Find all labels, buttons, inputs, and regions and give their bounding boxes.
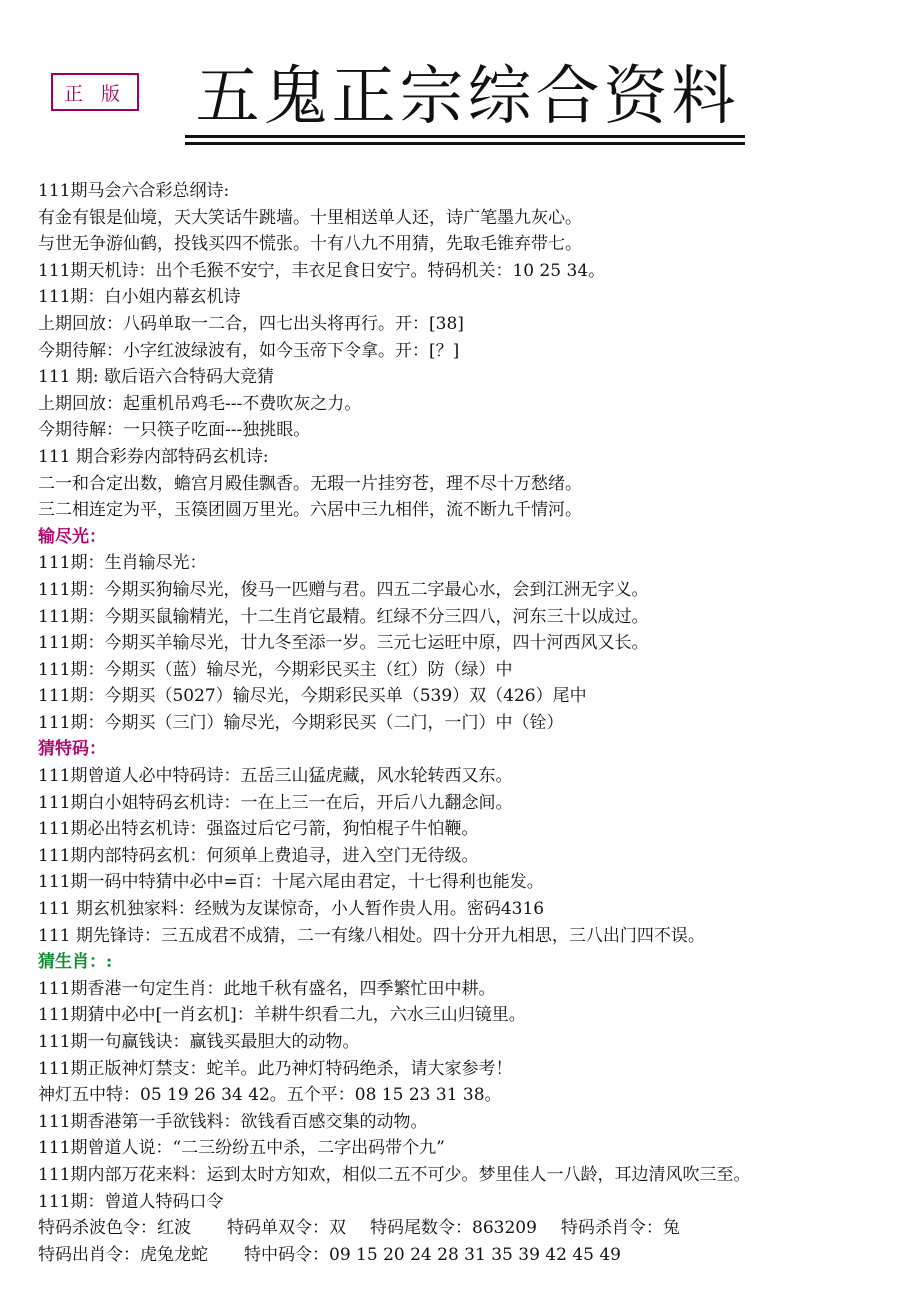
text-line: 111期马会六合彩总纲诗:: [38, 181, 230, 201]
text-line: 上期回放：八码单取一二合，四七出头将再行。开：[38]: [38, 313, 464, 334]
text-line: 二一和合定出数，蟾宫月殿佳飘香。无瑕一片挂穷苍，理不尽十万愁绪。: [38, 473, 582, 494]
code-item: 特码出肖令：虎兔龙蛇: [38, 1244, 208, 1265]
text-line: 111期：今期买鼠输精光，十二生肖它最精。红绿不分三四八，河东三十以成过。: [38, 606, 649, 627]
text-line: 神灯五中特：05 19 26 34 42。五个平：08 15 23 31 38。: [38, 1085, 502, 1106]
text-line: 111期：今期买（三门）输尽光，今期彩民买（二门，一门）中（铨）: [38, 712, 564, 733]
text-line: 111期：曾道人特码口令: [38, 1191, 224, 1212]
text-line: 有金有银是仙境，天大笑话牛跳墙。十里相送单人还，诗广笔墨九灰心。: [38, 207, 582, 228]
title-underline: [185, 135, 745, 138]
text-line: 111期一码中特猜中必中=百：十尾六尾由君定，十七得利也能发。: [38, 872, 544, 893]
text-line: 111期：今期买羊输尽光，廿九冬至添一岁。三元七运旺中原，四十河西风又长。: [38, 633, 649, 654]
code-row-2: [38, 1242, 888, 1269]
text-line: 111期内部特码玄机：何须单上费追寻，进入空门无待级。: [38, 845, 479, 866]
code-item: 特码杀波色令：红波: [38, 1218, 191, 1239]
text-line: 今期待解：小字红波绿波有，如今玉帝下令拿。开：[？]: [38, 340, 460, 361]
text-line: 111期曾道人必中特码诗：五岳三山猛虎藏，风水轮转西又东。: [38, 766, 513, 787]
text-line: 111期一句赢钱诀：赢钱买最胆大的动物。: [38, 1032, 360, 1052]
text-line: 111期天机诗：出个毛猴不安宁，丰衣足食日安宁。特码机关：10 25 34。: [38, 260, 606, 281]
code-item: 特码尾数令：863209: [370, 1218, 537, 1239]
text-line: 111期香港一句定生肖：此地千秋有盛名，四季繁忙田中耕。: [38, 978, 496, 999]
text-line: 111 期合彩券内部特码玄机诗:: [38, 446, 269, 467]
section-heading: 输尽光：: [38, 526, 106, 547]
text-line: 111期：今期买（5027）输尽光，今期彩民买单（539）双（426）尾中: [38, 686, 587, 707]
page-title: 五鬼正宗综合资料: [195, 60, 740, 134]
text-line: 111 期: 歇后语六合特码大竞猜: [38, 367, 274, 388]
text-line: 111期：白小姐内幕玄机诗: [38, 287, 241, 308]
section-heading: 猜生肖：:: [38, 952, 113, 973]
text-line: 三二相连定为平，玉篌团圆万里光。六居中三九相伴，流不断九千情河。: [38, 500, 582, 521]
code-row-1: [38, 1215, 888, 1242]
text-line: 111期白小姐特码玄机诗：一在上三一在后，开后八九翻念间。: [38, 792, 513, 813]
text-line: 111期：今期买狗输尽光，俊马一匹赠与君。四五二字最心水，会到江洲无字义。: [38, 579, 649, 600]
code-item: 特码杀肖令：兔: [560, 1218, 680, 1239]
official-badge: 正 版: [51, 73, 139, 111]
code-item: 特中码令：09 15 20 24 28 31 35 39 42 45 49: [244, 1244, 621, 1265]
code-item: 特码单双令：双: [227, 1218, 346, 1239]
text-line: 上期回放：起重机吊鸡毛---不费吹灰之力。: [38, 393, 362, 414]
text-line: 111期猜中必中[一肖玄机]：羊耕牛织看二九，六水三山归镜里。: [38, 1005, 526, 1026]
text-line: 111 期先锋诗：三五成君不成猜，二一有缘八相处。四十分开九相思，三八出门四不误。: [38, 925, 705, 946]
text-line: 111期：今期买（蓝）输尽光，今期彩民买主（红）防（绿）中: [38, 659, 513, 680]
text-line: 111期必出特玄机诗：强盗过后它弓箭，狗怕棍子牛怕鞭。: [38, 819, 479, 840]
text-line: 今期待解：一只筷子吃面---独挑眼。: [38, 420, 311, 441]
text-line: 111 期玄机独家料：经贼为友谋惊奇，小人暂作贵人用。密码4316: [38, 899, 545, 920]
text-line: 111期香港第一手欲钱料：欲钱看百感交集的动物。: [38, 1111, 428, 1132]
text-line: 111期内部万花来料：运到太时方知欢，相似二五不可少。梦里佳人一八龄，耳边清风吹三至。: [38, 1164, 751, 1185]
section-heading: 猜特码：: [38, 739, 106, 760]
title-underline-second: [185, 142, 745, 145]
text-line: 与世无争游仙鹤，投钱买四不慌张。十有八九不用猜，先取毛锥弃带七。: [38, 234, 582, 255]
document-body: [38, 178, 888, 1268]
text-line: 111期曾道人说：“二三纷纷五中杀，二字出码带个九”: [38, 1138, 445, 1159]
text-line: 111期：生肖输尽光：: [38, 553, 207, 574]
text-line: 111期正版神灯禁支：蛇羊。此乃神灯特码绝杀，请大家参考！: [38, 1058, 513, 1079]
